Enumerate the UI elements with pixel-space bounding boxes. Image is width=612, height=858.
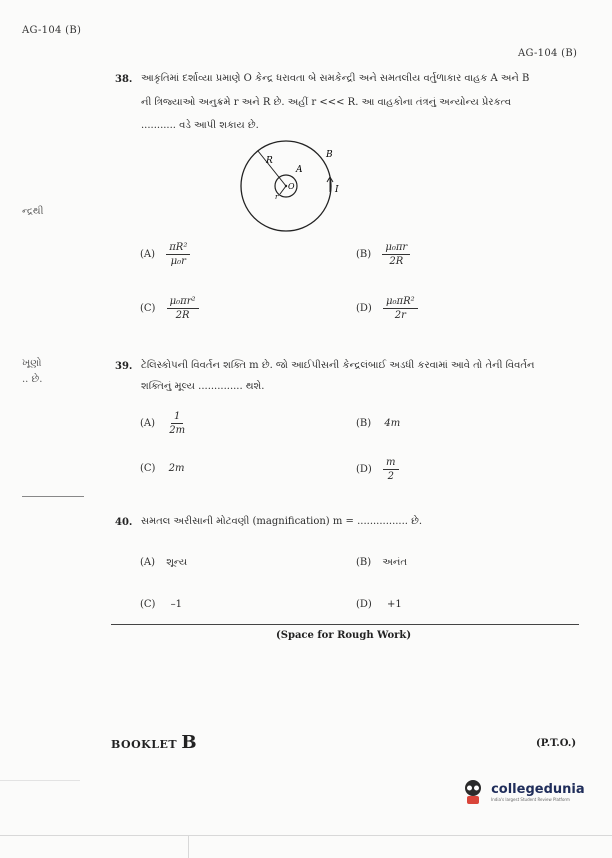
option-c (140, 599, 182, 610)
option-b (356, 241, 410, 268)
fraction-numerator: 1 (171, 410, 183, 424)
fraction-denominator: 2r (394, 310, 406, 321)
option-label: (A) (140, 557, 156, 568)
collegedunia-watermark (462, 779, 585, 805)
margin-divider (22, 496, 84, 497)
question-number: 38. (115, 74, 133, 85)
question-number: 39. (115, 361, 133, 372)
label-R: R (266, 156, 273, 166)
fraction-denominator: 2R (175, 310, 190, 321)
margin-note: ખૂણો (22, 358, 42, 369)
question-text-line: ટેલિસ્કોપની વિવર્તન શક્તિ m છે. જો આઈપીસની કેન્દ્રલંબાઈ અડધી કરવામાં આવે તો તેની વિવર્તન (141, 360, 535, 371)
option-value: શૂન્ય (166, 557, 188, 568)
scan-edge (188, 836, 189, 858)
fraction-numerator: μ₀πR² (383, 295, 418, 309)
option-label: (C) (140, 463, 156, 474)
fraction-numerator: πR² (166, 241, 190, 255)
label-I: I (335, 185, 339, 195)
option-value: +1 (387, 599, 402, 610)
option-d (356, 295, 418, 322)
option-value: 4m (384, 418, 401, 429)
label-A: A (296, 165, 303, 175)
option-b (356, 418, 400, 429)
booklet-text: BOOKLET (111, 738, 178, 751)
question-text-line: શક્તિનું મૂલ્ય .............. થશે. (141, 381, 265, 392)
option-a (140, 557, 187, 568)
label-r: r (275, 193, 279, 201)
fraction-numerator: μ₀πr² (167, 295, 199, 309)
fraction-denominator: 2m (169, 425, 186, 436)
option-label: (D) (356, 303, 372, 314)
header-code-right: AG-104 (B) (518, 48, 578, 59)
question-text-line: ........... વડે આપી શકાય છે. (141, 120, 259, 131)
margin-note: ન્દ્રથી (22, 206, 44, 217)
option-fraction (167, 295, 199, 322)
option-a (140, 410, 188, 437)
option-label: (C) (140, 303, 156, 314)
option-d (356, 599, 402, 610)
option-b (356, 557, 407, 568)
label-B: B (326, 150, 333, 160)
question-text-line: આકૃતિમાં દર્શાવ્યા પ્રમાણે O કેન્દ્ર ધરાવતા બે સમકેન્દ્રી અને સમતલીય વર્તુળાકાર વાહક A અને B (141, 73, 530, 84)
pto-label: (P.T.O.) (536, 738, 577, 749)
option-label: (B) (356, 249, 372, 260)
rough-work-rule (111, 624, 579, 625)
brand-tagline: India's largest Student Review Platform (491, 797, 570, 802)
rough-work-label: (Space for Rough Work) (276, 630, 412, 641)
option-label: (A) (140, 418, 156, 429)
fraction-denominator: 2 (387, 471, 394, 482)
margin-note: .. છે. (22, 374, 43, 385)
current-arrow-icon (327, 177, 333, 192)
header-code-left: AG-104 (B) (22, 25, 82, 36)
option-c (140, 463, 185, 474)
option-value: 2m (168, 463, 185, 474)
option-a (140, 241, 190, 268)
option-fraction (166, 410, 188, 437)
fraction-numerator: m (383, 456, 398, 470)
concentric-loops-figure (230, 140, 350, 240)
option-fraction (166, 241, 190, 268)
option-label: (D) (356, 599, 372, 610)
radius-r-line (280, 186, 286, 194)
booklet-label (111, 732, 197, 753)
option-fraction (383, 295, 418, 322)
scan-edge (0, 780, 80, 781)
option-label: (B) (356, 418, 372, 429)
option-label: (A) (140, 249, 156, 260)
booklet-letter: B (181, 732, 198, 753)
fraction-denominator: μ₀r (170, 256, 186, 267)
center-point (285, 185, 287, 187)
mascot-icon (462, 779, 484, 805)
option-value: અનંત (382, 557, 407, 568)
option-value: –1 (170, 599, 183, 610)
fraction-denominator: 2R (389, 256, 404, 267)
option-d (356, 456, 399, 483)
option-label: (C) (140, 599, 156, 610)
label-O: O (288, 182, 295, 191)
scan-edge (0, 835, 612, 836)
option-c (140, 295, 199, 322)
option-fraction (382, 241, 410, 268)
question-text-line: સમતલ અરીસાની મોટવણી (magnification) m = ................ છે. (141, 516, 423, 527)
option-fraction (383, 456, 398, 483)
question-text-line: ની ત્રિજ્યાઓ અનુક્રમે r અને R છે. અહીં r <<< R. આ વાહકોના તંત્રનું અન્યોન્ય પ્રેરકત્વ (141, 97, 512, 108)
fraction-numerator: μ₀πr (382, 241, 410, 255)
brand-name: collegedunia (491, 782, 585, 797)
option-label: (D) (356, 464, 372, 475)
option-label: (B) (356, 557, 372, 568)
question-number: 40. (115, 517, 133, 528)
